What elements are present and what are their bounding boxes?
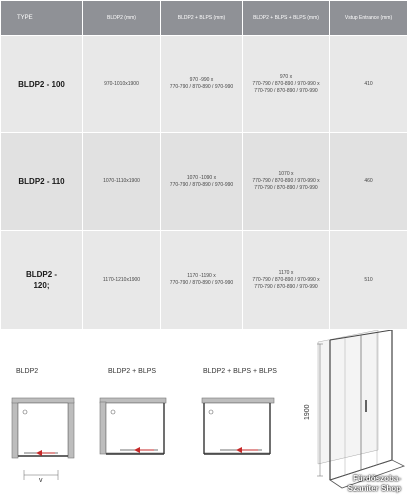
cell-entrance: 460 bbox=[330, 133, 407, 231]
cell-bldp2-blps: 970 -990 x 770-790 / 870-890 / 970-990 bbox=[161, 36, 243, 133]
dimension-v-label: v bbox=[39, 477, 43, 484]
diagram-label-bldp2-blps: BLDP2 + BLPS bbox=[108, 368, 157, 375]
plan-bldp2 bbox=[12, 398, 74, 480]
table-header-row bbox=[1, 1, 407, 36]
cell-type: BLDP2 - 110 bbox=[1, 133, 83, 231]
table-row bbox=[1, 133, 407, 231]
table-row bbox=[1, 231, 407, 330]
cell-bldp2-blps-blps: 1070 x 770-790 / 870-890 / 970-990 x 770-790 / 870-890 / 970-990 bbox=[243, 133, 330, 231]
perspective-view bbox=[317, 330, 404, 488]
cell-bldp2: 970-1010x1900 bbox=[83, 36, 161, 133]
diagram-label-bldp2-blps-blps: BLDP2 + BLPS + BLPS bbox=[203, 368, 277, 375]
shop-watermark bbox=[348, 474, 401, 494]
plan-bldp2-blps bbox=[100, 398, 166, 454]
cell-bldp2: 1170-1210x1900 bbox=[83, 231, 161, 330]
header-entrance: Vstup Entrance (mm) bbox=[330, 1, 407, 36]
cell-bldp2: 1070-1110x1900 bbox=[83, 133, 161, 231]
configuration-diagrams bbox=[0, 330, 407, 500]
cell-bldp2-blps: 1070 -1090 x 770-790 / 870-890 / 970-990 bbox=[161, 133, 243, 231]
cell-entrance: 510 bbox=[330, 231, 407, 330]
table-row bbox=[1, 36, 407, 133]
cell-bldp2-blps: 1170 -1190 x 770-790 / 870-890 / 970-990 bbox=[161, 231, 243, 330]
diagram-label-bldp2: BLDP2 bbox=[16, 368, 39, 375]
header-bldp2-blps-blps: BLDP2 + BLPS + BLPS (mm) bbox=[243, 1, 330, 36]
header-bldp2-blps: BLDP2 + BLPS (mm) bbox=[161, 1, 243, 36]
watermark-line-1: Fürdőszoba- bbox=[353, 474, 401, 483]
plan-bldp2-blps-blps bbox=[202, 398, 274, 454]
plan-views bbox=[0, 330, 407, 500]
cell-type: BLDP2 - 100 bbox=[1, 36, 83, 133]
header-bldp2: BLDP2 (mm) bbox=[83, 1, 161, 36]
height-dimension-label: 1900 bbox=[304, 404, 311, 420]
cell-bldp2-blps-blps: 1170 x 770-790 / 870-890 / 970-990 x 770-790 / 870-890 / 970-990 bbox=[243, 231, 330, 330]
cell-type: BLDP2 - 120; bbox=[1, 231, 83, 330]
header-type: TYPE bbox=[1, 1, 83, 36]
watermark-line-2: Szaniter Shop bbox=[347, 484, 401, 493]
cell-bldp2-blps-blps: 970 x 770-790 / 870-890 / 970-990 x 770-790 / 870-890 / 970-990 bbox=[243, 36, 330, 133]
cell-entrance: 410 bbox=[330, 36, 407, 133]
